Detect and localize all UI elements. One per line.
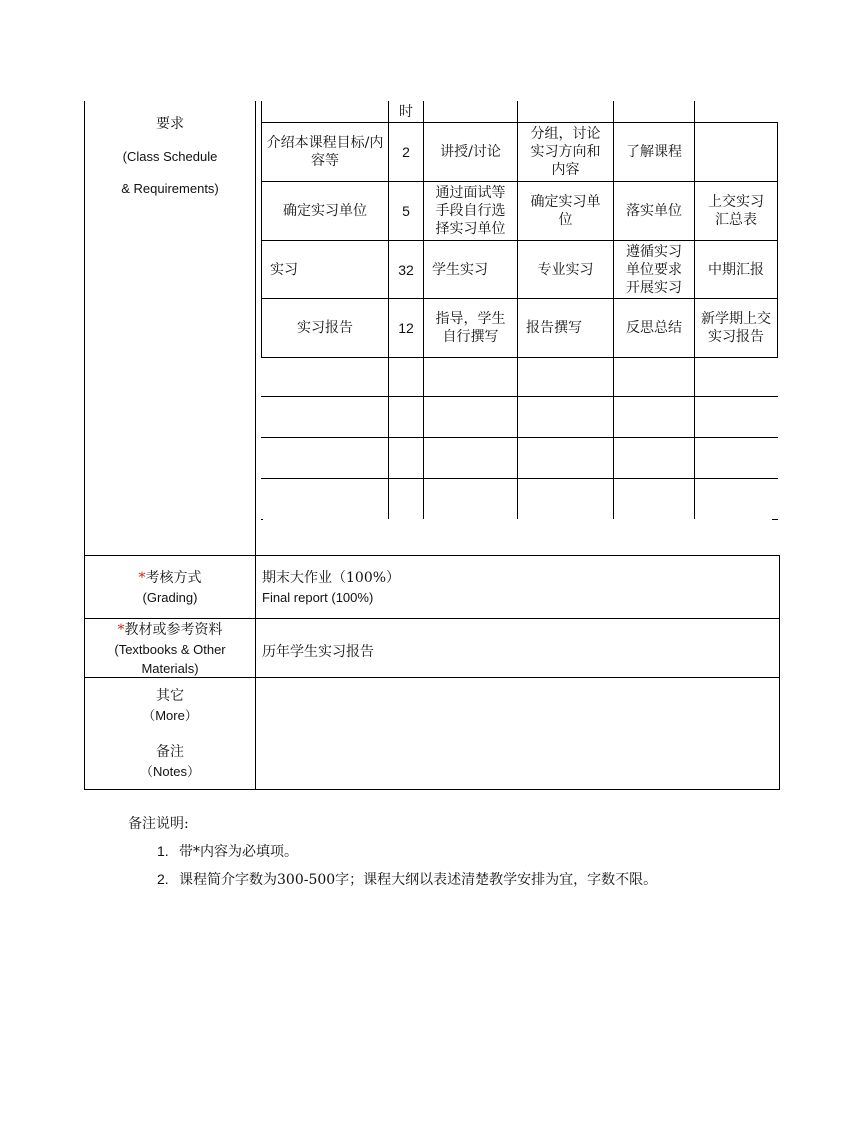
schedule-label-cn: 要求 [156,116,184,132]
row2-goal: 落实单位 [626,203,682,219]
grading-label-en: (Grading) [142,590,198,605]
textbooks-label [85,621,255,678]
row2-assignment: 上交实习汇总表 [708,194,764,228]
schedule-row-tick [261,519,263,520]
notes-label [85,742,255,782]
grading-value-cn: 期末大作业（100%） [262,570,401,586]
footnote-item [157,869,657,889]
row-divider-textbooks-top [84,618,780,619]
notes-label-en: （Notes） [140,764,200,779]
schedule-row-line [261,437,778,438]
row3-activity: 专业实习 [537,261,594,278]
footnote-item [157,841,298,861]
schedule-row-tick [772,519,778,520]
outer-right-border [779,555,780,790]
schedule-col-line [261,101,262,123]
schedule-row-line [261,396,778,397]
footnote-number: 2. [157,871,169,887]
footnote-text: 带*内容为必填项。 [179,844,298,860]
row3-assignment: 中期汇报 [708,261,764,278]
row4-activity: 报告撰写 [526,320,582,336]
footnote-text: 课程简介字数为300-500字；课程大纲以表述清楚教学安排为宜，字数不限。 [179,872,658,888]
row1-activity: 分组，讨论实习方向和内容 [530,126,601,178]
row1-goal: 了解课程 [626,144,682,160]
notes-label-cn: 备注 [156,744,184,760]
row-divider-grading-top [84,555,780,556]
schedule-row-line [261,357,778,358]
more-label-cn: 其它 [156,688,184,704]
textbooks-value: 历年学生实习报告 [262,644,374,660]
row1-method: 讲授/讨论 [440,144,501,160]
row3-topic: 实习 [270,261,298,278]
textbooks-label-en-2: Materials) [141,661,199,676]
row2-topic: 确定实习单位 [283,203,367,219]
schedule-label-en-1: (Class Schedule [122,149,218,164]
row2-activity: 确定实习单位 [530,194,601,228]
grading-label-cn: 考核方式 [145,570,202,586]
row2-method: 通过面试等手段自行选择实习单位 [435,185,506,237]
row1-hours: 2 [402,144,410,160]
row1-assignment [695,123,777,181]
hours-header-fragment: 时 [399,104,413,120]
row4-method: 指导，学生自行撰写 [435,311,506,345]
grading-value [262,569,400,607]
grading-label [85,569,255,607]
row4-topic: 实习报告 [297,320,353,336]
row3-hours: 32 [398,261,414,278]
schedule-label-en-2: & Requirements) [121,181,219,196]
row4-goal: 反思总结 [626,320,682,336]
label-column-divider [255,101,256,790]
schedule-label [85,115,255,198]
required-star: * [117,622,125,638]
textbooks-label-en-1: (Textbooks & Other [114,642,226,657]
row3-method: 学生实习 [432,261,488,278]
outer-bottom-border [84,789,780,790]
textbooks-label-cn: 教材或参考资料 [124,622,223,638]
grading-value-en: Final report (100%) [262,590,374,605]
row1-topic: 介绍本课程目标/内容等 [266,135,384,169]
more-label-en: （More） [142,708,198,723]
footnote-number: 1. [157,843,169,859]
row3-goal: 遵循实习单位要求开展实习 [626,243,682,296]
row4-assignment: 新学期上交实习报告 [701,311,771,345]
footnotes-title: 备注说明: [128,816,189,832]
required-star: * [138,570,146,586]
row4-hours: 12 [398,320,414,336]
row2-hours: 5 [402,203,410,219]
more-label [85,686,255,726]
schedule-row-line [261,478,778,479]
